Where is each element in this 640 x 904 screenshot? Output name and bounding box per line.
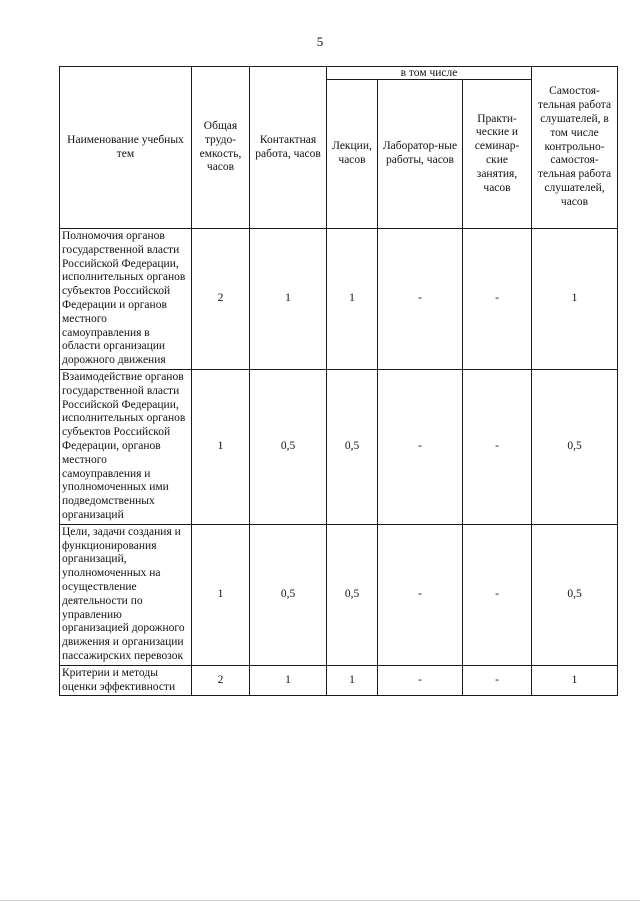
- header-row: [60, 67, 618, 80]
- row-practical: -: [463, 229, 532, 370]
- row-lectures: 0,5: [327, 369, 378, 524]
- row-lectures: 1: [327, 665, 378, 696]
- page-number: 5: [316, 34, 324, 49]
- row-self-study: 1: [532, 229, 618, 370]
- row-practical: -: [463, 524, 532, 665]
- header-practical: Практи-ческие и семинар-ские занятия, часов: [463, 80, 532, 229]
- row-contact-hours: 1: [250, 229, 327, 370]
- row-total-hours: 2: [192, 229, 250, 370]
- row-topic: Полномочия органов государственной власти Российской Федерации, исполнительных органов субъектов Российской Федерации и органов местного самоуправления в области организации дорожного движения: [60, 229, 192, 370]
- row-topic: Критерии и методы оценки эффективности: [60, 665, 192, 696]
- header-topic-name: Наименование учебных тем: [60, 67, 192, 229]
- row-self-study: 1: [532, 665, 618, 696]
- header-total-hours: Общая трудо-емкость, часов: [192, 67, 250, 229]
- header-self-study-hours: Самостоя-тельная работа слушателей, в том числе контрольно-самостоя-тельная работа слушателей, часов: [532, 67, 618, 229]
- header-contact-hours: Контактная работа, часов: [250, 67, 327, 229]
- row-total-hours: 1: [192, 524, 250, 665]
- row-practical: -: [463, 665, 532, 696]
- header-lectures: Лекции, часов: [327, 80, 378, 229]
- row-lectures: 0,5: [327, 524, 378, 665]
- row-contact-hours: 1: [250, 665, 327, 696]
- row-topic: Взаимодействие органов государственной власти Российской Федерации, исполнительных органов субъектов Российской Федерации, органов местного самоуправления и уполномоченных ими подведомственных организаций: [60, 369, 192, 524]
- header-labs: Лаборатор-ные работы, часов: [378, 80, 463, 229]
- row-topic: Цели, задачи создания и функционирования организаций, уполномоченных на осуществление деятельности по управлению организацией дорожного движения и организации пассажирских перевозок: [60, 524, 192, 665]
- scan-edge-line: [0, 900, 640, 901]
- row-contact-hours: 0,5: [250, 524, 327, 665]
- table-row: [60, 369, 618, 524]
- row-labs: -: [378, 229, 463, 370]
- row-self-study: 0,5: [532, 524, 618, 665]
- row-total-hours: 1: [192, 369, 250, 524]
- row-contact-hours: 0,5: [250, 369, 327, 524]
- row-labs: -: [378, 369, 463, 524]
- row-lectures: 1: [327, 229, 378, 370]
- row-self-study: 0,5: [532, 369, 618, 524]
- table-row: [60, 665, 618, 696]
- row-labs: -: [378, 524, 463, 665]
- row-practical: -: [463, 369, 532, 524]
- header-including-group: в том числе: [327, 67, 532, 80]
- curriculum-table: [59, 66, 618, 696]
- table-row: [60, 524, 618, 665]
- row-labs: -: [378, 665, 463, 696]
- table-row: [60, 229, 618, 370]
- row-total-hours: 2: [192, 665, 250, 696]
